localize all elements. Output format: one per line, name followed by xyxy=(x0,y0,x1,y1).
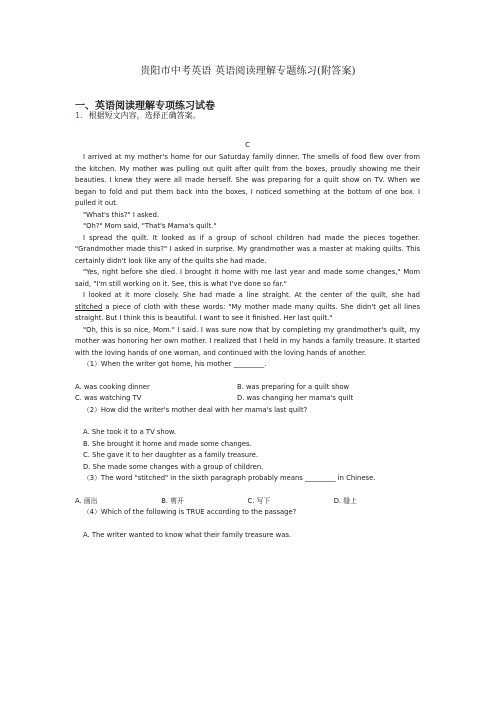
paragraph-2: "What's this?" I asked. xyxy=(83,210,160,219)
option: A. was cooking dinner xyxy=(75,382,150,391)
option: D. was changing her mama's quilt xyxy=(237,394,354,402)
paragraph-3: "Oh?" Mom said, "That's Mama's quilt." xyxy=(83,222,217,230)
option: B. was preparing for a quilt show xyxy=(237,382,350,391)
paragraph-4: I spread the quilt. It looked as if a group of school children had made the pieces together. "Grandmother made this?" I asked in surprise. My grandmother was a master at making quilts. This certainly didn't look like any of the quilts she had made. xyxy=(75,233,420,265)
question-1-stem: （1）When the writer got home, his mother _________. xyxy=(83,360,267,368)
question-3-stem: （3）The word "stitched" in the sixth paragraph probably means _________ in Chinese. xyxy=(83,474,376,482)
option: B. She brought it home and made some changes. xyxy=(83,439,252,448)
question-1-options-row-2 xyxy=(75,393,420,405)
option: A. The writer wanted to know what their family treasure was. xyxy=(83,530,292,539)
option: A. She took it to a TV show. xyxy=(83,428,176,436)
passage-letter: C xyxy=(245,141,250,149)
document-title: 贵阳市中考英语 英语阅读理解专题练习(附答案) xyxy=(140,66,356,77)
question-4-stem: （4）Which of the following is TRUE according to the passage? xyxy=(83,508,297,516)
instruction-text: 根据短文内容，选择正确答案。 xyxy=(88,111,201,120)
option: D. She made some changes with a group of children. xyxy=(83,462,264,471)
question-2-stem: （2）How did the writer's mother deal with her mama's last quilt? xyxy=(83,405,308,414)
option: C. 写下 xyxy=(247,496,271,505)
instruction xyxy=(75,110,201,121)
underlined-word: stitched xyxy=(75,302,103,311)
paragraph-6 xyxy=(75,290,420,325)
paragraph-5: "Yes, right before she died. I brought it home with me last year and made some changes," Mom said, "I'm still working on it. See, this is what I've done so far." xyxy=(75,268,420,288)
section-heading: 一、英语阅读理解专项练习试卷 xyxy=(75,101,215,112)
option: A. 画出 xyxy=(75,496,98,505)
paragraph-6-after: a piece of cloth with these words: "My mother made many quilts. She didn't get all lines straight. But I think this is beautiful. I want to see it finished. Her last quilt." xyxy=(75,302,420,322)
paragraph-7: "Oh, this is so nice, Mom." I said. I was sure now that by completing my grandmother's quilt, my mother was honoring her own mother. I realized that I held in my hands a family treasure. It started with the loving hands of one woman, and continued with the loving hands of another. xyxy=(75,325,420,357)
question-1-options-row-1 xyxy=(75,382,420,394)
paragraph-1: I arrived at my mother's home for our Saturday family dinner. The smells of food flew over from the kitchen. My mother was pulling out quilt after quilt from the boxes, proudly showing me their beauties. I knew they were all made herself. She was preparing for a quilt show on TV. When we began to fold and put them back into the boxes, I noticed something at the bottom of one box. I pulled it out. xyxy=(75,153,420,207)
option: C. was watching TV xyxy=(75,394,142,402)
option: D. 缝上 xyxy=(333,496,357,505)
reading-passage xyxy=(75,140,420,541)
option: B. 剪开 xyxy=(161,496,184,505)
option: C. She gave it to her daughter as a family treasure. xyxy=(83,451,259,459)
question-2-options xyxy=(75,427,420,473)
instruction-number: 1. xyxy=(75,111,83,120)
question-3-options xyxy=(75,496,420,508)
paragraph-6-before: I looked at it more closely. She had made a line straight. At the center of the quilt, she had xyxy=(83,291,420,299)
